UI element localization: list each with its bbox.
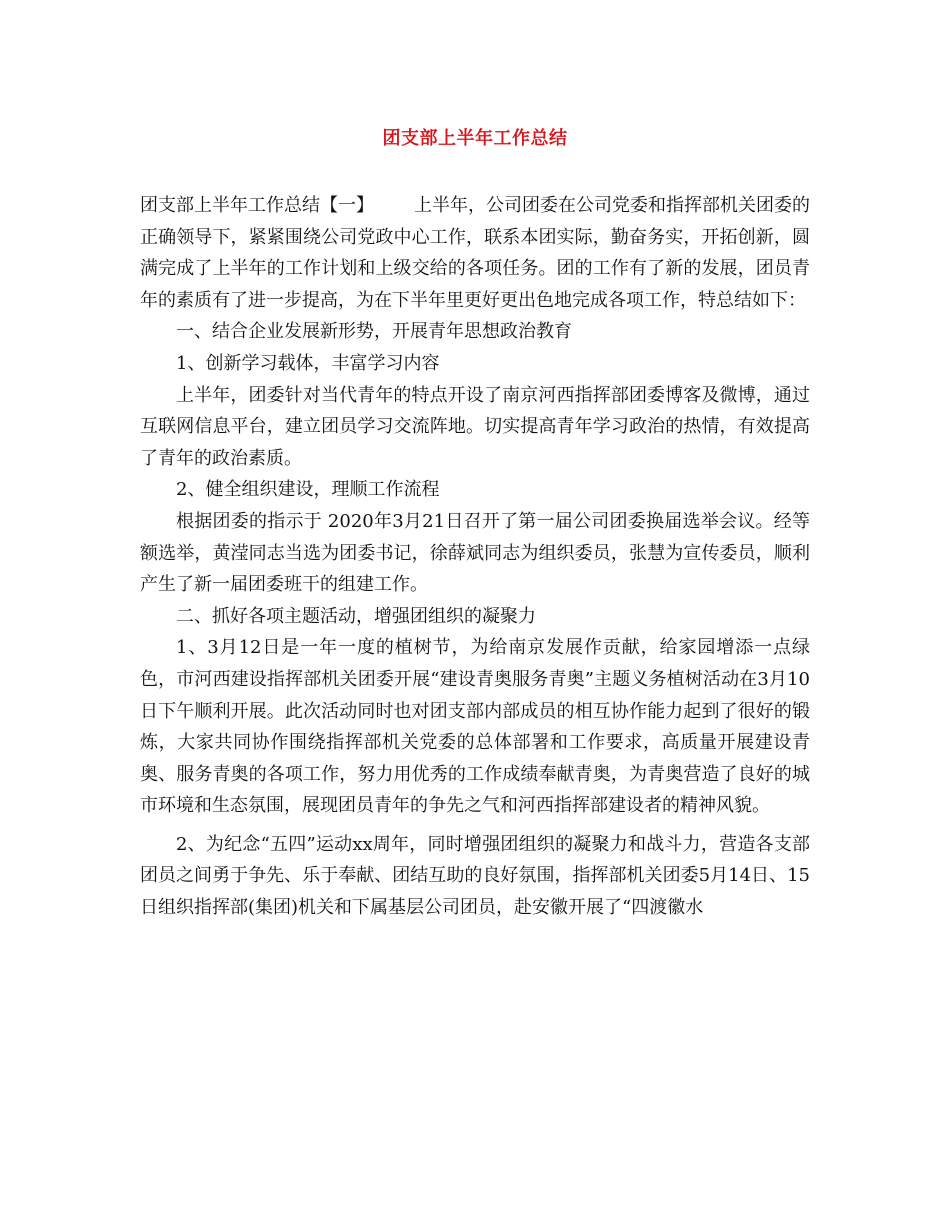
section-heading-2: 二、抓好各项主题活动，增强团组织的凝聚力: [176, 605, 536, 627]
subheading-1-2: 2、健全组织建设，理顺工作流程: [176, 479, 440, 501]
document-title: 团支部上半年工作总结: [382, 128, 568, 149]
intro-heading: 团支部上半年工作总结【一】: [140, 195, 374, 216]
body-paragraph: 上半年，团委针对当代青年的特点开设了南京河西指挥部团委博客及微博，通过互联网信息平台，建立团员学习交流阵地。切实提高青年学习政治的热情，有效提高了青年的政治素质。: [140, 384, 810, 469]
body-paragraph: 1、3月12日是一年一度的植树节，为给南京发展作贡献，给家园增添一点绿色，市河西建设指挥部机关团委开展“建设青奥服务青奥”主题义务植树活动在3月10日下午顺利开展。此次活动同时也对团支部内部成员的相互协作能力起到了很好的锻炼，大家共同协作围绕指挥部机关党委的总体部署和工作要求，高质量开展建设青奥、服务青奥的各项工作，努力用优秀的工作成绩奉献青奥，为青奥营造了良好的城市环境和生态氛围，展现团员青年的争先之气和河西指挥部建设者的精神风貌。: [140, 637, 810, 817]
section-heading-1: 一、结合企业发展新形势，开展青年思想政治教育: [176, 321, 572, 343]
subheading-1-1: 1、创新学习载体，丰富学习内容: [176, 352, 440, 374]
intro-text: 上半年，公司团委在公司党委和指挥部机关团委的正确领导下，紧紧围绕公司党政中心工作，联系本团实际，勤奋务实，开拓创新，圆满完成了上半年的工作计划和上级交给的各项任务。团的工作有了新的发展，团员青年的素质有了进一步提高，为在下半年里更好更出色地完成各项工作，特总结如下：: [140, 195, 810, 311]
body-paragraph: 2、为纪念“五四”运动xx周年，同时增强团组织的凝聚力和战斗力，营造各支部团员之间勇于争先、乐于奉献、团结互助的良好氛围，指挥部机关团委5月14日、15日组织指挥部(集团)机关和下属基层公司团员，赴安徽开展了“四渡徽水: [140, 833, 810, 919]
body-paragraph: 根据团委的指示于 2020年3月21日召开了第一届公司团委换届选举会议。经等额选举，黄滢同志当选为团委书记，徐薛斌同志为组织委员，张慧为宣传委员，顺利产生了新一届团委班干的组建工作。: [140, 510, 810, 596]
document-body: [140, 190, 810, 924]
intro-paragraph: [140, 190, 810, 316]
